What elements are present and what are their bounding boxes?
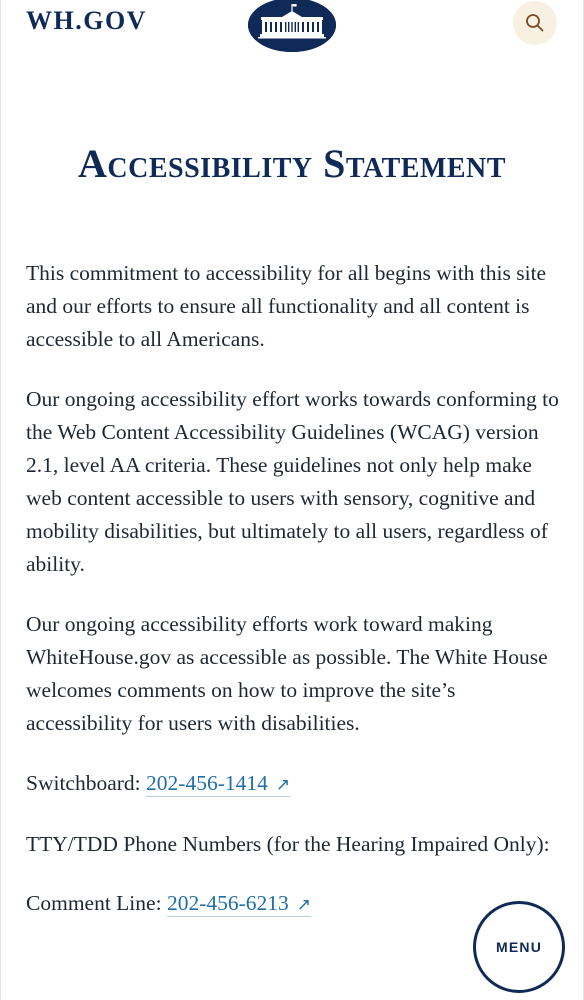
site-header	[0, 0, 584, 60]
white-house-seal-icon[interactable]	[248, 0, 336, 52]
paragraph-wcag: Our ongoing accessibility effort works towards conforming to the Web Content Accessibility Guidelines (WCAG) version 2.1, level AA criteria. These guidelines not only help make web content accessible to users with sensory, cognitive and mobility disabilities, but ultimately to all users, regardless of ability.	[26, 387, 559, 576]
menu-label: MENU	[495, 939, 543, 955]
menu-button[interactable]	[473, 901, 565, 993]
page-title: Accessibility Statement	[78, 141, 506, 186]
switchboard-phone-link[interactable]	[146, 771, 290, 797]
search-icon	[525, 13, 545, 33]
search-button[interactable]	[513, 1, 557, 45]
comment-line-phone-link[interactable]	[167, 891, 311, 917]
external-link-arrow-icon: ↗	[275, 775, 291, 795]
comment-line	[26, 887, 561, 922]
switchboard-line	[26, 767, 561, 802]
main-content	[26, 257, 561, 948]
comment-line-label: Comment Line:	[26, 891, 167, 915]
external-link-arrow-icon: ↗	[296, 895, 312, 915]
paragraph-commitment: This commitment to accessibility for all begins with this site and our efforts to ensure all functionality and all content is accessible to all Americans.	[26, 261, 547, 351]
comment-line-number: 202-456-6213	[166, 891, 289, 915]
switchboard-label: Switchboard:	[26, 771, 147, 795]
tty-heading: TTY/TDD Phone Numbers (for the Hearing Impaired Only):	[26, 832, 550, 856]
white-house-seal-graphic	[248, 0, 336, 52]
switchboard-number: 202-456-1414	[146, 771, 268, 795]
site-logo-link[interactable]: WH.GOV	[26, 6, 147, 35]
paragraph-comments: Our ongoing accessibility efforts work toward making WhiteHouse.gov as accessible as possible. The White House welcomes comments on how to improve the site’s accessibility for users with disabilities.	[26, 612, 548, 735]
